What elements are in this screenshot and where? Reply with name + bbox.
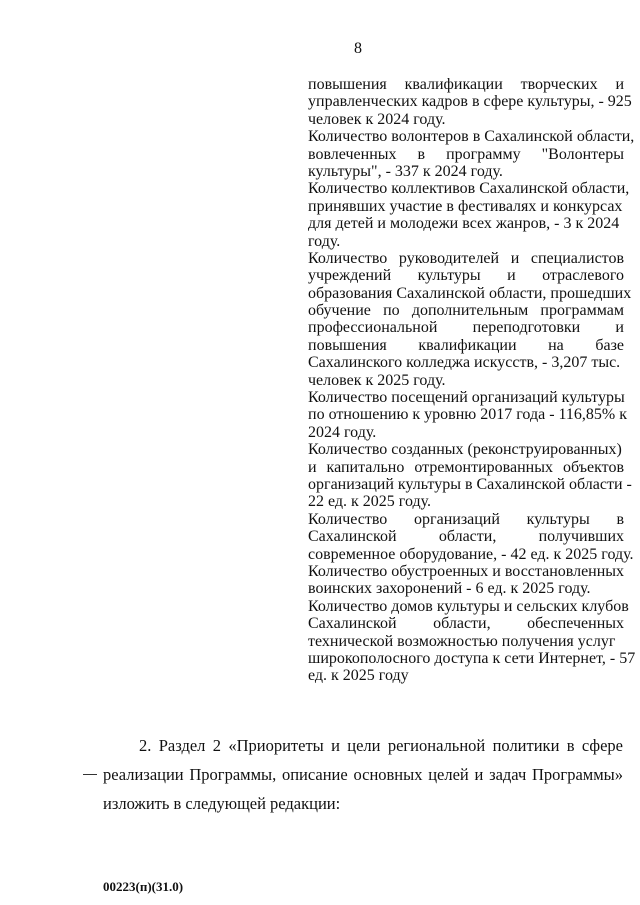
section-2-paragraph <box>103 731 623 818</box>
indicator-paragraph <box>308 249 632 389</box>
indicator-paragraph <box>308 597 636 685</box>
indicator-line: организаций культуры в Сахалинской области - <box>308 475 632 493</box>
indicator-line: Количество руководителей и специалистов <box>308 249 624 267</box>
indicator-line: воинских захоронений - 6 ед. к 2025 году. <box>308 580 591 598</box>
indicator-line: управленческих кадров в сфере культуры, - 925 <box>308 93 632 111</box>
page-number: 8 <box>354 40 362 57</box>
indicator-paragraph <box>308 76 632 128</box>
indicator-line: обучение по дополнительным программам <box>308 302 624 320</box>
indicator-line: 22 ед. к 2025 году. <box>308 493 432 511</box>
indicator-line: Сахалинской области, получивших <box>308 528 624 546</box>
indicator-paragraph <box>308 180 630 250</box>
indicator-line: современное оборудование, - 42 ед. к 2025 году. <box>308 545 634 563</box>
indicator-line: образования Сахалинской области, прошедших <box>308 284 632 302</box>
indicator-paragraph <box>308 441 632 511</box>
indicator-line: Количество обустроенных и восстановленных <box>308 562 625 580</box>
indicators-column <box>308 76 636 685</box>
margin-mark <box>83 774 97 775</box>
indicator-line: Количество организаций культуры в <box>308 510 624 528</box>
indicator-line: вовлеченных в программу "Волонтеры <box>308 145 624 163</box>
indicator-line: для детей и молодежи всех жанров, - 3 к 2024 <box>308 215 620 233</box>
indicator-line: ед. к 2025 году <box>308 667 409 685</box>
section-line: изложить в следующей редакции: <box>103 794 341 813</box>
indicator-line: Количество посещений организаций культуры <box>308 389 625 407</box>
indicator-paragraph <box>308 563 624 598</box>
indicator-line: по отношению к уровню 2017 года - 116,85% к <box>308 406 628 424</box>
section-line: 2. Раздел 2 «Приоритеты и цели региональной политики в сфере <box>139 736 623 755</box>
indicator-line: Сахалинского колледжа искусств, - 3,207 тыс. <box>308 354 621 372</box>
indicator-line: повышения квалификации на базе <box>308 336 624 354</box>
indicator-line: Количество домов культуры и сельских клубов <box>308 597 629 615</box>
indicator-paragraph <box>308 510 634 563</box>
indicator-line: человек к 2025 году. <box>308 371 446 389</box>
indicator-line: Количество волонтеров в Сахалинской области, <box>308 128 635 146</box>
section-line: реализации Программы, описание основных целей и задач Программы» <box>103 765 623 784</box>
indicator-line: человек к 2024 году. <box>308 110 446 128</box>
indicator-line: профессиональной переподготовки и <box>308 319 624 337</box>
document-code: 00223(п)(31.0) <box>103 879 184 894</box>
indicator-line: Сахалинской области, обеспеченных <box>308 615 624 633</box>
indicator-line: культуры", - 337 к 2024 году. <box>308 162 503 180</box>
indicator-line: учреждений культуры и отраслевого <box>308 267 624 285</box>
indicator-line: повышения квалификации творческих и <box>308 76 624 93</box>
indicator-line: году. <box>308 232 341 250</box>
indicator-paragraph <box>308 128 635 180</box>
indicator-line: и капитально отремонтированных объектов <box>308 458 624 476</box>
indicator-line: Количество коллективов Сахалинской области, <box>308 180 630 198</box>
indicator-line: технической возможностью получения услуг <box>308 632 616 650</box>
indicator-paragraph <box>308 389 628 441</box>
indicator-line: принявших участие в фестивалях и конкурсах <box>308 197 623 215</box>
indicator-line: широкополосного доступа к сети Интернет, - 57 <box>308 649 636 667</box>
indicator-line: Количество созданных (реконструированных) <box>308 441 622 459</box>
indicator-line: 2024 году. <box>308 423 377 441</box>
